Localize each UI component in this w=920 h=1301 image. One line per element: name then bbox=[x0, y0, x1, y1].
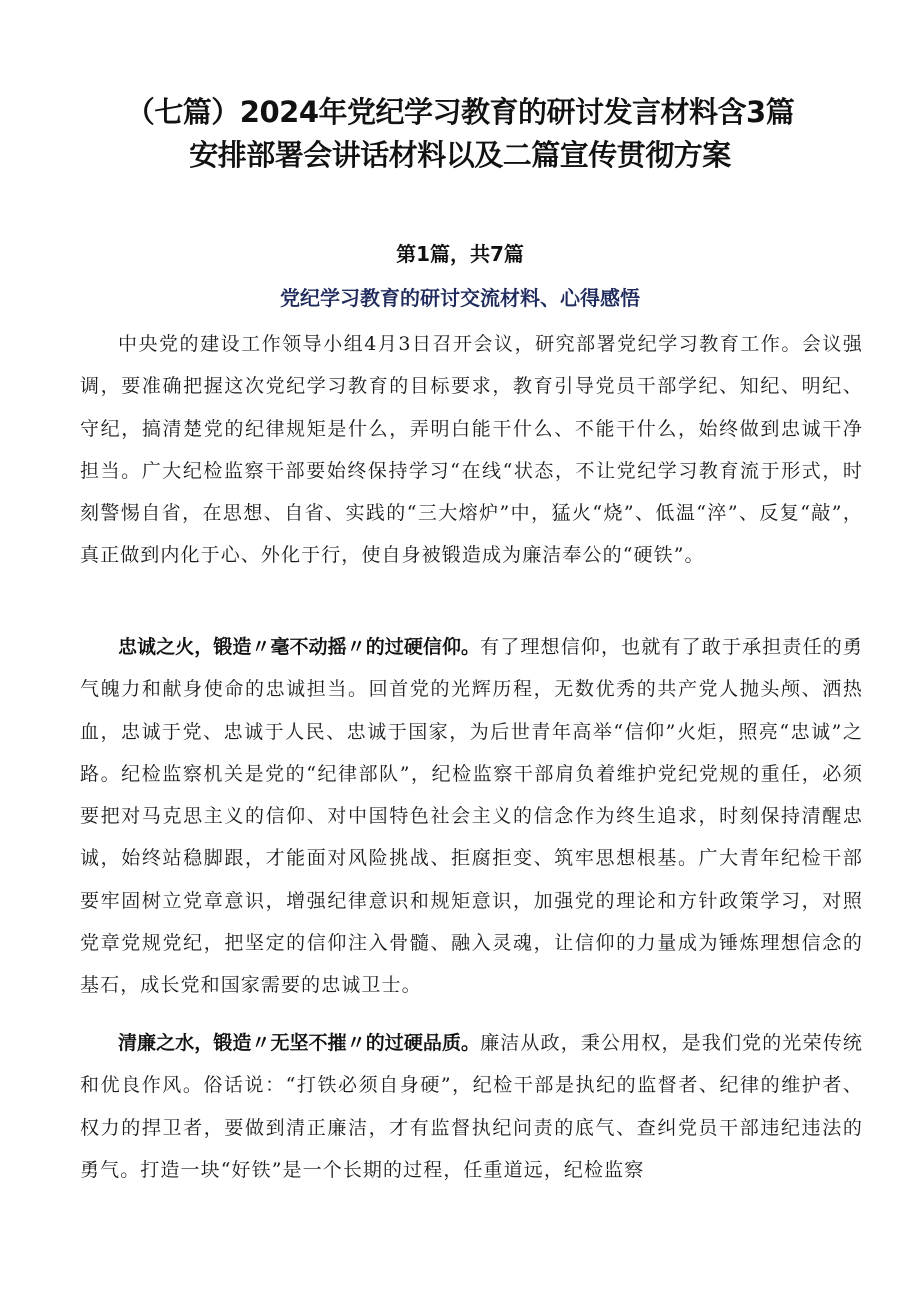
paragraph-loyalty bbox=[80, 626, 863, 1007]
paragraph-intro bbox=[80, 323, 863, 577]
document-title-line-2: 安排部署会讲话材料以及二篇宣传贯彻方案 bbox=[189, 138, 731, 172]
paragraph-body: 有了理想信仰，也就有了敢于承担责任的勇气魄力和献身使命的忠诚担当。回首党的光辉历程，无数优秀的共产党人抛头颅、洒热血，忠诚于党、忠诚于人民、忠诚于国家，为后世青年高举“信仰”火炬，照亮“忠诚”之路。纪检监察机关是党的“纪律部队”，纪检监察干部肩负着维护党纪党规的重任，必须要把对马克思主义的信仰、对中国特色社会主义的信念作为终生追求，时刻保持清醒忠诚，始终站稳脚跟，才能面对风险挑战、拒腐拒变、筑牢思想根基。广大青年纪检干部要牢固树立党章意识，增强纪律意识和规矩意识，加强党的理论和方针政策学习，对照党章党规党纪，把坚定的信仰注入骨髓、融入灵魂，让信仰的力量成为锤炼理想信念的基石，成长党和国家需要的忠诚卫士。 bbox=[80, 636, 863, 997]
section-title: 党纪学习教育的研讨交流材料、心得感悟 bbox=[280, 286, 640, 310]
paragraph-body: 中央党的建设工作领导小组4月3日召开会议，研究部署党纪学习教育工作。会议强调，要准确把握这次党纪学习教育的目标要求，教育引导党员干部学纪、知纪、明纪、守纪，搞清楚党的纪律规矩是什么，弄明白能干什么、不能干什么，始终做到忠诚干净担当。广大纪检监察干部要始终保持学习“在线“状态，不让党纪学习教育流于形式，时刻警惕自省，在思想、自省、实践的“三大熔炉”中，猛火“烧”、低温“淬”、反复“敲”，真正做到内化于心、外化于行，使自身被锻造成为廉洁奉公的“硬铁”。 bbox=[80, 333, 863, 567]
paragraph-lead-heading: 清廉之水，锻造〃无坚不摧〃的过硬品质。 bbox=[118, 1032, 481, 1054]
paragraph-lead-heading: 忠诚之火，锻造〃毫不动摇〃的过硬信仰。 bbox=[118, 636, 481, 658]
part-heading: 第1篇，共7篇 bbox=[396, 242, 524, 266]
paragraph-body: 廉洁从政，秉公用权，是我们党的光荣传统和优良作风。俗话说：“打铁必须自身硬”，纪检干部是执纪的监督者、纪律的维护者、权力的捍卫者，要做到清正廉洁，才有监督执纪问责的底气、查纠党员干部违纪违法的勇气。打造一块“好铁”是一个长期的过程，任重道远，纪检监察 bbox=[80, 1032, 863, 1181]
document-title-line-1: （七篇）2024年党纪学习教育的研讨发言材料含3篇 bbox=[125, 95, 795, 129]
paragraph-integrity bbox=[80, 1022, 863, 1191]
